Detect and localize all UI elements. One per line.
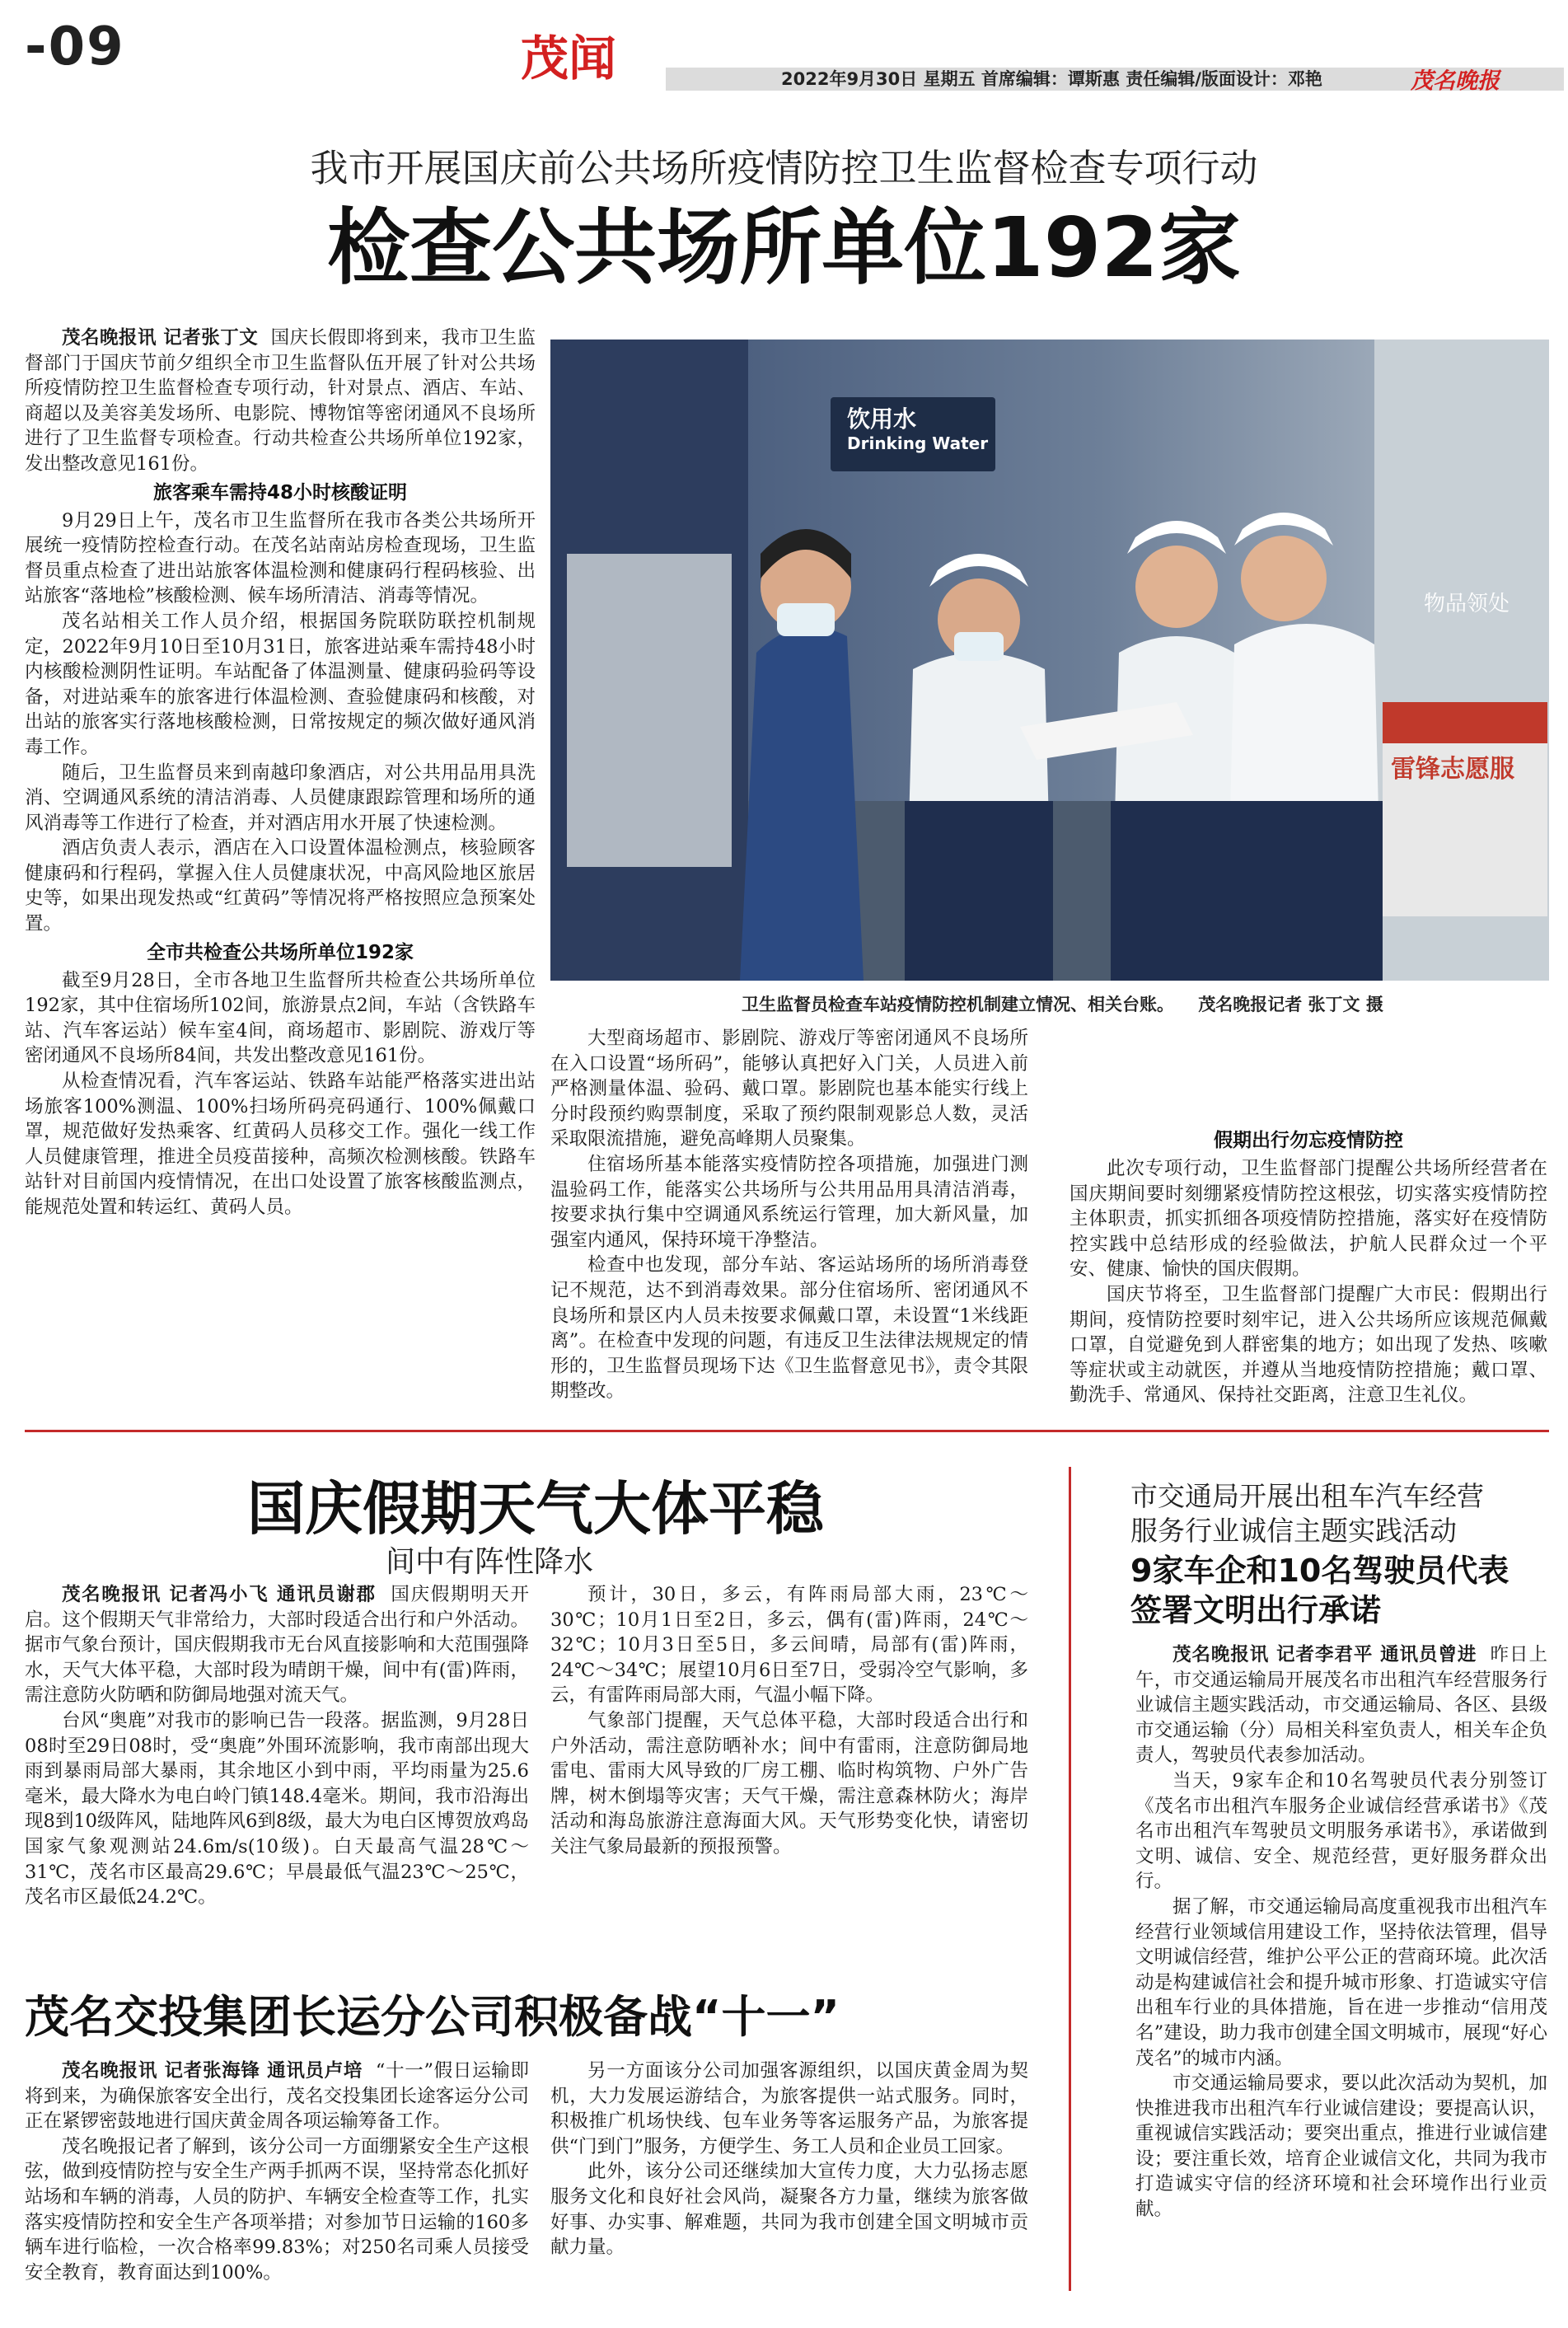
jiaotou-column-2	[550, 2059, 1028, 2260]
weather-column-1	[25, 1582, 529, 1910]
lead-paragraph: 此次专项行动，卫生监督部门提醒公共场所经营者在国庆期间要时刻绷紧疫情防控这根弦，切实落实疫情防控主体职责，抓实抓细各项疫情防控措施，落实好在疫情防控实践中总结形成的经验做法，护航人民群众过一个平安、健康、愉快的国庆假期。	[1070, 1158, 1547, 1281]
weather-paragraph: 气象部门提醒，天气总体平稳，大部时段适合出行和户外活动，需注意防晒补水；间中有雷雨，注意防御局地雷电、雷雨大风导致的厂房工棚、临时构筑物、户外广告牌，树木倒塌等灾害；天气干燥，需注意森林防火；海岸活动和海岛旅游注意海面大风。天气形势变化快，请密切关注气象局最新的预报预警。	[550, 1709, 1028, 1857]
lead-headline: 检查公共场所单位192家	[327, 199, 1241, 296]
lead-column-1	[25, 326, 536, 1220]
taxi-headline-line-2: 签署文明出行承诺	[1130, 1592, 1382, 1628]
weather-column-2	[550, 1582, 1028, 1860]
photo-caption-line	[742, 991, 1383, 1016]
photo-sign-cn: 饮用水	[847, 405, 917, 433]
taxi-headline-line-1: 9家车企和10名驾驶员代表	[1130, 1553, 1509, 1589]
lead-intro: 茂名晚报讯 记者张丁文 国庆长假即将到来，我市卫生监督部门于国庆节前夕组织全市卫生监督队伍开展了针对公共场所疫情防控卫生监督检查专项行动，针对景点、酒店、车站、商超以及美容美发场所、电影院、博物馆等密闭通风不良场所进行了卫生监督专项检查。行动共检查公共场所单位192家，发出整改意见161份。	[25, 327, 536, 475]
taxi-paragraph: 据了解，市交通运输局高度重视我市出租汽车经营行业领域信用建设工作，坚持依法管理，倡导文明诚信经营，维护公平公正的营商环境。此次活动是构建诚信社会和提升城市形象、打造诚实守信出租车行业的具体措施，旨在进一步推动“信用茂名”建设，助力我市创建全国文明城市，展现“好心茂名”的城市内涵。	[1135, 1895, 1547, 2069]
jiaotou-paragraph: 茂名晚报讯 记者张海锋 通讯员卢培 “十一”假日运输即将到来，为确保旅客安全出行，茂名交投集团长途客运分公司正在紧锣密鼓地进行国庆黄金周各项运输筹备工作。	[25, 2060, 529, 2133]
weather-paragraph: 茂名晚报讯 记者冯小飞 通讯员谢郡 国庆假期明天开启。这个假期天气非常给力，大部时段适合出行和户外活动。据市气象台预计，国庆假期我市无台风直接影响和大范围强降水，天气大体平稳，大部时段为晴朗干燥，间中有(雷)阵雨，需注意防火防晒和防御局地强对流天气。	[25, 1584, 529, 1707]
taxi-paragraph: 茂名晚报讯 记者李君平 通讯员曾进 昨日上午，市交通运输局开展茂名市出租汽车经营服务行业诚信主题实践活动，市交通运输局、各区、县级市交通运输（分）局相关科室负责人，相关车企负责人，驾驶员代表参加活动。	[1135, 1644, 1547, 1767]
photo-sign-en: Drinking Water	[847, 433, 989, 453]
photo-banner: 雷锋志愿服	[1391, 755, 1514, 784]
lead-photo	[550, 340, 1549, 981]
lead-paragraph: 国庆节将至，卫生监督部门提醒广大市民：假期出行期间，疫情防控要时刻牢记，进入公共场所应该规范佩戴口罩，自觉避免到人群密集的地方；如出现了发热、咳嗽等症状或主动就医，并遵从当地疫情防控措施；戴口罩、勤洗手、常通风、保持社交距离，注意卫生礼仪。	[1070, 1283, 1547, 1407]
lead-column-2	[550, 1026, 1028, 1404]
lead-kicker: 我市开展国庆前公共场所疫情防控卫生监督检查专项行动	[310, 146, 1258, 190]
taxi-kicker-line-2: 服务行业诚信主题实践活动	[1130, 1515, 1457, 1547]
taxi-byline: 茂名晚报讯 记者李君平 通讯员曾进	[1172, 1644, 1477, 1665]
lead-paragraph: 检查中也发现，部分车站、客运站场所的场所消毒登记不规范，达不到消毒效果。部分住宿场所、密闭通风不良场所和景区内人员未按要求佩戴口罩，未设置“1米线距离”。在检查中发现的问题，有违反卫生法律法规规定的情形的，卫生监督员现场下达《卫生监督意见书》，责令其限期整改。	[550, 1254, 1028, 1403]
jiaotou-column-1	[25, 2059, 529, 2285]
column-divider	[1069, 1467, 1071, 2291]
taxi-kicker	[1130, 1479, 1484, 1548]
lead-paragraph: 9月29日上午，茂名市卫生监督所在我市各类公共场所开展统一疫情防控检查行动。在茂名站南站房检查现场，卫生监督员重点检查了进出站旅客体温检测和健康码行程码核验、出站旅客“落地检”核酸检测、候车场所清洁、消毒等情况。	[25, 509, 536, 607]
lead-column-3	[1070, 1125, 1547, 1408]
weather-paragraph: 预计，30日，多云，有阵雨局部大雨，23℃～30℃；10月1日至2日，多云，偶有(雷)阵雨，24℃～32℃；10月3日至5日，多云间晴，局部有(雷)阵雨，24℃～34℃；展望10月6日至7日，受弱冷空气影响，多云，有雷阵雨局部大雨，气温小幅下降。	[550, 1584, 1028, 1707]
jiaotou-paragraph: 此外，该分公司还继续加大宣传力度，大力弘扬志愿服务文化和良好社会风尚，凝聚各方力量，继续为旅客做好事、办实事、解难题，共同为我市创建全国文明城市贡献力量。	[550, 2161, 1028, 2259]
weather-subtitle: 间中有阵性降水	[386, 1545, 594, 1579]
taxi-body	[1135, 1642, 1547, 2223]
jiaotou-paragraph: 茂名晚报记者了解到，该分公司一方面绷紧安全生产这根弦，做到疫情防控与安全生产两手抓两不误，坚持常态化抓好站场和车辆的消毒，人员的防护、车辆安全检查等工作，扎实落实疫情防控和安全生产各项举措；对参加节日运输的160多辆车进行临检，一次合格率99.83%；对250名司乘人员接受安全教育，教育面达到100%。	[25, 2135, 529, 2284]
issue-info: 2022年9月30日 星期五 首席编辑：谭斯惠 责任编辑/版面设计：邓艳	[781, 69, 1322, 89]
taxi-paragraph: 市交通运输局要求，要以此次活动为契机，加快推进我市出租汽车行业诚信建设；要提高认识，重视诚信实践活动；要突出重点，推进行业诚信建设；要注重长效，培育企业诚信文化，共同为我市打造诚实守信的经济环境和社会环境作出行业贡献。	[1135, 2073, 1547, 2221]
jiaotou-headline: 茂名交投集团长运分公司积极备战“十一”	[25, 1991, 840, 2043]
lead-subhead-2: 全市共检查公共场所单位192家	[146, 941, 414, 963]
section-divider	[25, 1430, 1549, 1432]
lead-subhead-1: 旅客乘车需持48小时核酸证明	[152, 481, 407, 504]
weather-byline: 茂名晚报讯 记者冯小飞 通讯员谢郡	[62, 1584, 377, 1605]
jiaotou-paragraph: 另一方面该分公司加强客源组织，以国庆黄金周为契机，大力发展运游结合，为旅客提供一站式服务。同时，积极推广机场快线、包车业务等客运服务产品，为旅客提供“门到门”服务，方便学生、务工人员和企业员工回家。	[550, 2060, 1028, 2157]
lead-paragraph: 茂名站相关工作人员介绍，根据国务院联防联控机制规定，2022年9月10日至10月31日，旅客进站乘车需持48小时内核酸检测阴性证明。车站配备了体温测量、健康码验码等设备，对进站乘车的旅客进行体温检测、查验健康码和核酸，对出站的旅客实行落地核酸检测，日常按规定的频次做好通风消毒工作。	[25, 610, 536, 758]
inspectors-photo	[550, 340, 1549, 981]
newspaper-logo: 茂名晚报	[1411, 68, 1500, 94]
photo-sign-right: 物品领处	[1424, 592, 1510, 616]
page-number: -09	[25, 16, 125, 77]
lead-byline: 茂名晚报讯 记者张丁文	[62, 327, 259, 349]
taxi-headline	[1130, 1551, 1509, 1630]
jiaotou-byline: 茂名晚报讯 记者张海锋 通讯员卢培	[62, 2060, 363, 2082]
lead-paragraph: 大型商场超市、影剧院、游戏厅等密闭通风不良场所在入口设置“场所码”，能够认真把好入门关，人员进入前严格测量体温、验码、戴口罩。影剧院也基本能实行线上分时段预约购票制度，采取了预约限制观影总人数，灵活采取限流措施，避免高峰期人员聚集。	[550, 1028, 1028, 1150]
section-title: 茂闻	[521, 30, 617, 87]
lead-paragraph: 随后，卫生监督员来到南越印象酒店，对公共用品用具洗消、空调通风系统的清洁消毒、人员健康跟踪管理和场所的通风消毒等工作进行了检查，并对酒店用水开展了快速检测。	[25, 761, 536, 834]
weather-headline: 国庆假期天气大体平稳	[247, 1475, 824, 1543]
photo-caption: 卫生监督员检查车站疫情防控机制建立情况、相关台账。	[742, 995, 1174, 1014]
lead-paragraph: 酒店负责人表示，酒店在入口设置体温检测点，核验顾客健康码和行程码，掌握入住人员健康状况，中高风险地区旅居史等，如果出现发热或“红黄码”等情况将严格按照应急预案处置。	[25, 837, 536, 935]
lead-paragraph: 截至9月28日，全市各地卫生监督所共检查公共场所单位192家，其中住宿场所102间，旅游景点2间，车站（含铁路车站、汽车客运站）候车室4间，商场超市、影剧院、游戏厅等密闭通风不良场所84间，共发出整改意见161份。	[25, 969, 536, 1067]
taxi-kicker-line-1: 市交通局开展出租车汽车经营	[1130, 1480, 1484, 1512]
taxi-paragraph: 当天，9家车企和10名驾驶员代表分别签订《茂名市出租汽车服务企业诚信经营承诺书》《茂名市出租汽车驾驶员文明服务承诺书》，承诺做到文明、诚信、安全、规范经营，更好服务群众出行。	[1135, 1769, 1547, 1893]
lead-paragraph: 从检查情况看，汽车客运站、铁路车站能严格落实进出站场旅客100%测温、100%扫场所码亮码通行、100%佩戴口罩，规范做好发热乘客、红黄码人员移交工作。强化一线工作人员健康管理，推进全员疫苗接种，高频次检测核酸。铁路车站针对目前国内疫情情况，在出口处设置了旅客核酸监测点，能规范处置和转运红、黄码人员。	[25, 1070, 536, 1218]
weather-paragraph: 台风“奥鹿”对我市的影响已告一段落。据监测，9月28日08时至29日08时，受“奥鹿”外围环流影响，我市南部出现大雨到暴雨局部大暴雨，其余地区小到中雨，平均雨量为25.6毫米，最大降水为电白岭门镇148.4毫米。期间，我市沿海出现8到10级阵风，陆地阵风6到8级，最大为电白区博贺放鸡岛国家气象观测站24.6m/s(10级)。白天最高气温28℃～31℃，茂名市区最高29.6℃；早晨最低气温23℃～25℃，茂名市区最低24.2℃。	[25, 1709, 529, 1909]
lead-subhead-3: 假期出行勿忘疫情防控	[1214, 1130, 1403, 1151]
photo-credit: 茂名晚报记者 张丁文 摄	[1198, 995, 1383, 1014]
lead-paragraph: 住宿场所基本能落实疫情防控各项措施，加强进门测温验码工作，能落实公共场所与公共用品用具清洁消毒，按要求执行集中空调通风系统运行管理，加大新风量，加强室内通风，保持环境干净整洁。	[550, 1153, 1028, 1251]
